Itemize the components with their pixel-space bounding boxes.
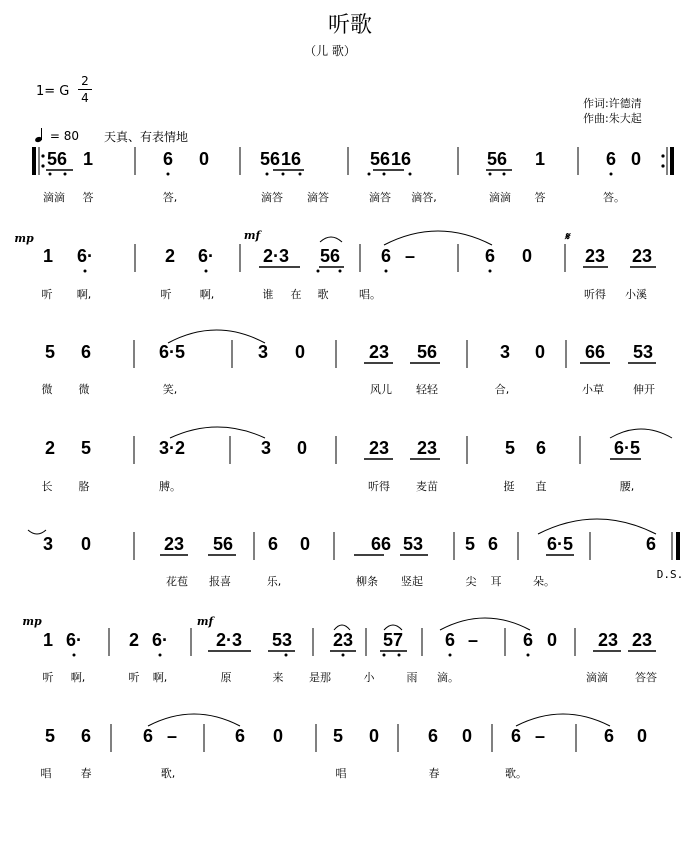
jianpu-note: 0 bbox=[198, 149, 210, 169]
jianpu-note: 0 bbox=[80, 534, 92, 554]
slur bbox=[170, 427, 265, 438]
jianpu-note: 5 bbox=[464, 534, 476, 554]
jianpu-note: 2 bbox=[128, 630, 140, 650]
jianpu-note: 0 bbox=[368, 726, 380, 746]
lyric-syllable: 胳 bbox=[78, 480, 90, 493]
jianpu-note: 53 bbox=[632, 342, 654, 362]
lower-octave-dot bbox=[282, 173, 285, 176]
lyric-syllable: 听 bbox=[160, 288, 172, 301]
dash-note: – bbox=[534, 726, 546, 746]
slur bbox=[538, 519, 656, 534]
lyric-syllable: 听得 bbox=[368, 480, 390, 493]
slur bbox=[440, 618, 530, 630]
lyric-syllable: 啊, bbox=[152, 671, 168, 684]
composer: 作曲:朱大起 bbox=[583, 112, 642, 125]
jianpu-note: 3 bbox=[42, 534, 54, 554]
lyric-syllable: 轻轻 bbox=[416, 383, 438, 396]
repeat-dot bbox=[661, 154, 664, 157]
lyric-syllable: 春 bbox=[428, 767, 440, 780]
lower-octave-dot bbox=[299, 173, 302, 176]
lower-octave-dot bbox=[610, 173, 613, 176]
lyric-syllable: 啊, bbox=[199, 288, 215, 301]
lyric-syllable: 滴滴 bbox=[43, 191, 65, 204]
slur bbox=[516, 714, 610, 726]
lyric-syllable: 风儿 bbox=[370, 383, 392, 396]
jianpu-note: 2·3 bbox=[215, 630, 243, 650]
jianpu-note: 1 bbox=[42, 246, 54, 266]
lyric-syllable: 谁 bbox=[262, 288, 274, 301]
lyric-syllable: 滴滴 bbox=[489, 191, 511, 204]
jianpu-note: 56 bbox=[319, 246, 341, 266]
lower-octave-dot bbox=[503, 173, 506, 176]
lyric-syllable: 雨 bbox=[406, 671, 418, 684]
jianpu-note: 2 bbox=[164, 246, 176, 266]
jianpu-note: 6· bbox=[65, 630, 83, 650]
jianpu-note: 66 bbox=[584, 342, 606, 362]
lyric-syllable: 唱 bbox=[40, 767, 52, 780]
lyric-syllable: 耳 bbox=[490, 575, 502, 588]
jianpu-note: 5 bbox=[504, 438, 516, 458]
jianpu-note: 0 bbox=[630, 149, 642, 169]
lyric-syllable: 唱 bbox=[335, 767, 347, 780]
lyric-syllable: 春 bbox=[80, 767, 92, 780]
jianpu-note: 23 bbox=[631, 630, 653, 650]
jianpu-note: 6 bbox=[522, 630, 534, 650]
lyric-syllable: 听 bbox=[42, 671, 54, 684]
lower-octave-dot bbox=[342, 654, 345, 657]
lower-octave-dot bbox=[489, 173, 492, 176]
lyric-syllable: 麦苗 bbox=[416, 480, 438, 493]
jianpu-note: 6 bbox=[487, 534, 499, 554]
jianpu-note: 16 bbox=[280, 149, 302, 169]
lyric-syllable: 原 bbox=[220, 671, 232, 684]
jianpu-note: 0 bbox=[461, 726, 473, 746]
lyric-syllable: 竖起 bbox=[401, 575, 423, 588]
lyric-syllable: 花苞 bbox=[166, 575, 188, 588]
lyric-syllable: 答, bbox=[162, 191, 178, 204]
lyric-syllable: 笑, bbox=[162, 383, 178, 396]
dash-note: – bbox=[467, 630, 479, 650]
dynamic-mf: mf bbox=[243, 229, 261, 242]
lower-octave-dot bbox=[49, 173, 52, 176]
jianpu-note: 6 bbox=[142, 726, 154, 746]
lyric-syllable: 微 bbox=[41, 383, 53, 396]
lyric-syllable: 答。 bbox=[603, 191, 625, 204]
lower-octave-dot bbox=[73, 654, 76, 657]
lyric-syllable: 滴答 bbox=[261, 191, 283, 204]
lyric-syllable: 来 bbox=[272, 671, 284, 684]
lyric-syllable: 合, bbox=[494, 383, 510, 396]
jianpu-note: 56 bbox=[486, 149, 508, 169]
jianpu-note: 23 bbox=[368, 438, 390, 458]
segno-sign: 𝄋 bbox=[564, 230, 570, 243]
lyric-syllable: 微 bbox=[78, 383, 90, 396]
lower-octave-dot bbox=[266, 173, 269, 176]
jianpu-note: 53 bbox=[402, 534, 424, 554]
jianpu-note: 5 bbox=[44, 726, 56, 746]
lower-octave-dot bbox=[205, 270, 208, 273]
lyric-syllable: 啊, bbox=[70, 671, 86, 684]
jianpu-note: 6 bbox=[603, 726, 615, 746]
jianpu-note: 6 bbox=[444, 630, 456, 650]
jianpu-note: 23 bbox=[332, 630, 354, 650]
lyric-syllable: 歌, bbox=[160, 767, 176, 780]
lyric-syllable: 朵。 bbox=[533, 575, 555, 588]
jianpu-note: 6·5 bbox=[546, 534, 574, 554]
repeat-dot bbox=[661, 164, 664, 167]
tempo-value: = 80 bbox=[49, 129, 79, 143]
jianpu-note: 6· bbox=[197, 246, 215, 266]
jianpu-note: 6 bbox=[380, 246, 392, 266]
lyric-syllable: 唱。 bbox=[359, 288, 381, 301]
lyric-syllable: 滴答 bbox=[369, 191, 391, 204]
lyric-syllable: 是那 bbox=[309, 671, 331, 684]
repeat-start-bar bbox=[32, 147, 36, 175]
jianpu-note: 0 bbox=[546, 630, 558, 650]
jianpu-note: 0 bbox=[534, 342, 546, 362]
jianpu-note: 5 bbox=[332, 726, 344, 746]
lyric-syllable: 滴答, bbox=[411, 191, 437, 204]
lyric-syllable: 尖 bbox=[465, 575, 477, 588]
jianpu-note: 6·5 bbox=[158, 342, 186, 362]
lyric-syllable: 滴答 bbox=[307, 191, 329, 204]
lyricist: 作词:许德清 bbox=[583, 97, 642, 110]
jianpu-note: 23 bbox=[416, 438, 438, 458]
jianpu-note: 6 bbox=[510, 726, 522, 746]
lyric-syllable: 听得 bbox=[584, 288, 606, 301]
jianpu-note: 6 bbox=[484, 246, 496, 266]
jianpu-note: 23 bbox=[368, 342, 390, 362]
lyric-syllable: 在 bbox=[290, 288, 302, 301]
lyric-syllable: 膊。 bbox=[159, 480, 181, 493]
jianpu-note: 23 bbox=[163, 534, 185, 554]
dash-note: – bbox=[166, 726, 178, 746]
expression-marking: 天真、有表情地 bbox=[104, 130, 189, 144]
jianpu-note: 6 bbox=[645, 534, 657, 554]
jianpu-note: 0 bbox=[299, 534, 311, 554]
time-signature-bottom: 4 bbox=[81, 91, 89, 105]
lyric-syllable: 滴。 bbox=[437, 671, 459, 684]
jianpu-note: 16 bbox=[390, 149, 412, 169]
jianpu-note: 56 bbox=[416, 342, 438, 362]
lower-octave-dot bbox=[449, 654, 452, 657]
slur bbox=[610, 429, 672, 438]
jianpu-note: 5 bbox=[80, 438, 92, 458]
lyric-syllable: 答答 bbox=[635, 671, 657, 684]
lower-octave-dot bbox=[285, 654, 288, 657]
slur bbox=[148, 714, 240, 726]
song-title: 听歌 bbox=[327, 13, 372, 38]
jianpu-note: 0 bbox=[294, 342, 306, 362]
jianpu-note: 23 bbox=[631, 246, 653, 266]
jianpu-note: 6·5 bbox=[613, 438, 641, 458]
jianpu-note: 56 bbox=[259, 149, 281, 169]
lyric-syllable: 小 bbox=[363, 671, 375, 684]
jianpu-note: 6· bbox=[151, 630, 169, 650]
jianpu-note: 3 bbox=[257, 342, 269, 362]
lower-octave-dot bbox=[64, 173, 67, 176]
jianpu-note: 57 bbox=[382, 630, 404, 650]
repeat-end-bar bbox=[670, 147, 674, 175]
lyric-syllable: 滴滴 bbox=[586, 671, 608, 684]
dal-segno-mark: D.S. bbox=[656, 568, 684, 581]
repeat-dot bbox=[41, 164, 44, 167]
lyric-syllable: 挺 bbox=[503, 480, 515, 493]
jianpu-note: 6· bbox=[76, 246, 94, 266]
lower-octave-dot bbox=[84, 270, 87, 273]
lower-octave-dot bbox=[398, 654, 401, 657]
jianpu-note: 6 bbox=[80, 342, 92, 362]
jianpu-note: 6 bbox=[427, 726, 439, 746]
dynamic-mf: mf bbox=[196, 615, 214, 628]
jianpu-note: 3·2 bbox=[158, 438, 186, 458]
jianpu-note: 1 bbox=[82, 149, 94, 169]
dash-note: – bbox=[404, 246, 416, 266]
dynamic-mp: mp bbox=[14, 232, 34, 245]
jianpu-note: 56 bbox=[212, 534, 234, 554]
lyric-syllable: 歌。 bbox=[505, 767, 527, 780]
lyric-syllable: 啊, bbox=[76, 288, 92, 301]
time-signature-top: 2 bbox=[81, 74, 89, 88]
lyric-syllable: 直 bbox=[535, 480, 547, 493]
jianpu-note: 6 bbox=[267, 534, 279, 554]
slur bbox=[320, 237, 342, 242]
jianpu-note: 6 bbox=[605, 149, 617, 169]
jianpu-note: 2·3 bbox=[262, 246, 290, 266]
lyric-syllable: 伸开 bbox=[633, 383, 655, 396]
lower-octave-dot bbox=[489, 270, 492, 273]
lyric-syllable: 小溪 bbox=[625, 288, 647, 301]
jianpu-note: 3 bbox=[260, 438, 272, 458]
lower-octave-dot bbox=[339, 270, 342, 273]
lower-octave-dot bbox=[385, 270, 388, 273]
jianpu-note: 6 bbox=[234, 726, 246, 746]
jianpu-note: 66 bbox=[370, 534, 392, 554]
key-signature: 1= G bbox=[36, 84, 70, 99]
jianpu-note: 3 bbox=[499, 342, 511, 362]
lower-octave-dot bbox=[159, 654, 162, 657]
lyric-syllable: 腰, bbox=[619, 480, 635, 493]
lyric-syllable: 长 bbox=[41, 480, 53, 493]
repeat-dot bbox=[41, 154, 44, 157]
lyric-syllable: 歌 bbox=[317, 288, 329, 301]
jianpu-note: 1 bbox=[534, 149, 546, 169]
final-bar bbox=[676, 532, 680, 560]
jianpu-note: 0 bbox=[521, 246, 533, 266]
lower-octave-dot bbox=[167, 173, 170, 176]
lower-octave-dot bbox=[383, 173, 386, 176]
jianpu-note: 0 bbox=[636, 726, 648, 746]
lyric-syllable: 乐, bbox=[266, 575, 282, 588]
jianpu-note: 1 bbox=[42, 630, 54, 650]
jianpu-note: 56 bbox=[369, 149, 391, 169]
jianpu-note: 0 bbox=[272, 726, 284, 746]
lyric-syllable: 报喜 bbox=[209, 575, 231, 588]
dynamic-mp: mp bbox=[22, 615, 42, 628]
jianpu-note: 6 bbox=[535, 438, 547, 458]
jianpu-note: 0 bbox=[296, 438, 308, 458]
lyric-syllable: 听 bbox=[41, 288, 53, 301]
lower-octave-dot bbox=[409, 173, 412, 176]
jianpu-note: 2 bbox=[44, 438, 56, 458]
lyric-syllable: 小草 bbox=[582, 383, 604, 396]
lower-octave-dot bbox=[527, 654, 530, 657]
jianpu-note: 6 bbox=[80, 726, 92, 746]
jianpu-note: 5 bbox=[44, 342, 56, 362]
jianpu-note: 23 bbox=[597, 630, 619, 650]
lyric-syllable: 听 bbox=[128, 671, 140, 684]
jianpu-note: 23 bbox=[584, 246, 606, 266]
jianpu-note: 53 bbox=[271, 630, 293, 650]
lower-octave-dot bbox=[317, 270, 320, 273]
slur bbox=[384, 231, 492, 245]
song-subtitle: （儿 歌） bbox=[304, 44, 356, 58]
lyric-syllable: 柳条 bbox=[356, 575, 378, 588]
lower-octave-dot bbox=[383, 654, 386, 657]
jianpu-note: 6 bbox=[162, 149, 174, 169]
lyric-syllable: 答 bbox=[82, 191, 94, 204]
lower-octave-dot bbox=[368, 173, 371, 176]
lyric-syllable: 答 bbox=[534, 191, 546, 204]
jianpu-note: 56 bbox=[46, 149, 68, 169]
